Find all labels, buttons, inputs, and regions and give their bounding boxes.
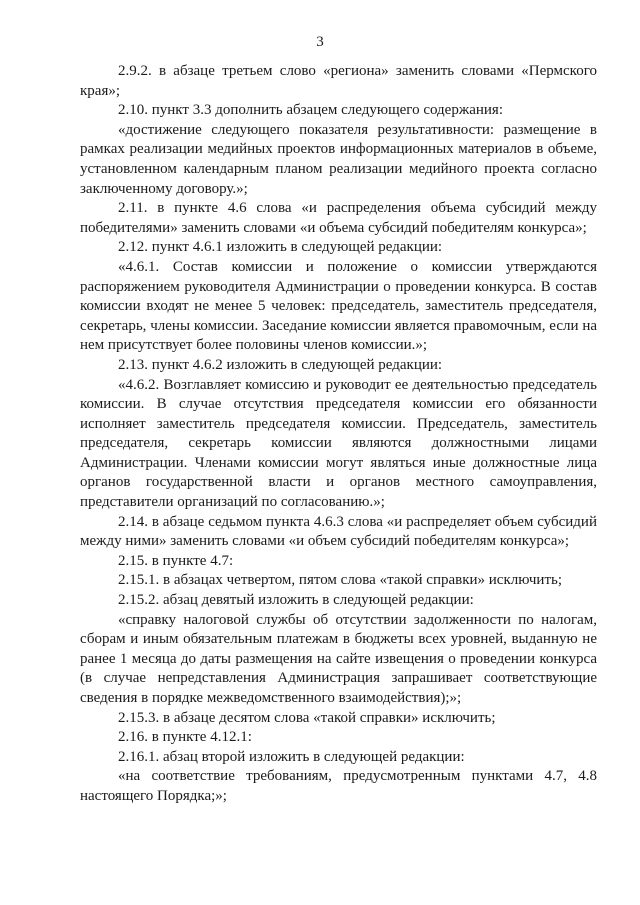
paragraph-2-12: 2.12. пункт 4.6.1 изложить в следующей редакции: xyxy=(118,239,443,256)
paragraph-2-16-1: 2.16.1. абзац второй изложить в следующей редакции: xyxy=(118,748,465,765)
document-body xyxy=(80,62,597,807)
paragraph-quote-3-3: «достижение следующего показателя результативности: размещение в рамках реализации медийных проектов информационных материалов в объеме, установленном календарным планом реализации медийного проекта согласно заключенному договору.»; xyxy=(80,121,597,197)
page-number: 3 xyxy=(316,34,324,50)
paragraph-2-14: 2.14. в абзаце седьмом пункта 4.6.3 слова «и распределяет объем субсидий между ними» заменить словами «и объем субсидий победителям конкурса»; xyxy=(80,513,597,550)
paragraph-2-15-3: 2.15.3. в абзаце десятом слова «такой справки» исключить; xyxy=(118,709,496,726)
paragraph-quote-4-6-2: «4.6.2. Возглавляет комиссию и руководит ее деятельностью председатель комиссии. В случае отсутствия председателя комиссии его обязанности исполняет заместитель председателя комиссии. Председатель, заместитель председателя, секретарь комиссии являются должностными лицами Администрации. Членами комиссии могут являться иные должностные лица органов государственной власти и органов местного самоуправления, представители организаций по согласованию.»; xyxy=(80,376,597,511)
paragraph-quote-4-6-1: «4.6.1. Состав комиссии и положение о комиссии утверждаются распоряжением руководителя Администрации о проведении конкурса. В состав комиссии входят не менее 5 человек: председатель, заместитель председателя, секретарь, члены комиссии. Заседание комиссии является правомочным, если на нем присутствует более половины членов комиссии.»; xyxy=(80,258,597,354)
paragraph-2-16: 2.16. в пункте 4.12.1: xyxy=(118,729,252,746)
paragraph-2-13: 2.13. пункт 4.6.2 изложить в следующей редакции: xyxy=(118,356,443,373)
paragraph-2-15-2: 2.15.2. абзац девятый изложить в следующей редакции: xyxy=(118,592,474,609)
paragraph-2-10: 2.10. пункт 3.3 дополнить абзацем следующего содержания: xyxy=(118,102,503,119)
paragraph-quote-4-7-4-8: «на соответствие требованиям, предусмотренным пунктами 4.7, 4.8 настоящего Порядка;»; xyxy=(80,768,597,804)
paragraph-2-11: 2.11. в пункте 4.6 слова «и распределения объема субсидий между победителями» заменить словами «и объема субсидий победителям конкурса»; xyxy=(80,200,597,236)
paragraph-2-15: 2.15. в пункте 4.7: xyxy=(118,552,234,569)
paragraph-quote-tax-certificate: «справку налоговой службы об отсутствии задолженности по налогам, сборам и иным обязательным платежам в бюджеты всех уровней, выданную не ранее 1 месяца до даты размещения на сайте извещения о проведении конкурса (в случае непредставления Администрация запрашивает соответствующие сведения в порядке межведомственного взаимодействия);»; xyxy=(80,611,597,706)
paragraph-2-15-1: 2.15.1. в абзацах четвертом, пятом слова «такой справки» исключить; xyxy=(118,572,563,589)
paragraph-2-9-2: 2.9.2. в абзаце третьем слово «региона» заменить словами «Пермского края»; xyxy=(80,63,597,99)
